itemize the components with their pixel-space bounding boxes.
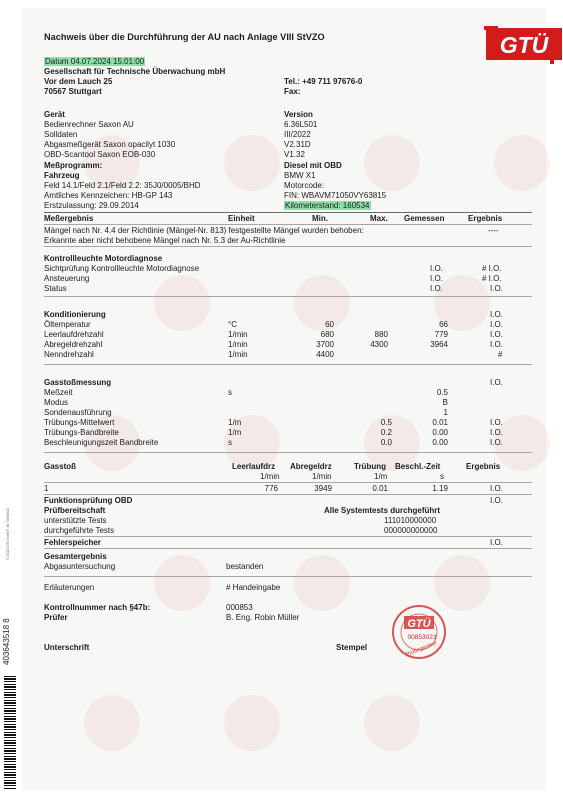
gasstoss-col-header: Beschl.-Zeit [395, 462, 441, 471]
row-einheit: 1/min [228, 340, 248, 349]
row-gemessen: 779 [434, 330, 448, 339]
row-einheit: s [228, 388, 232, 397]
row-gemessen: 0.00 [432, 428, 448, 437]
section-title: Funktionsprüfung OBD [44, 496, 133, 505]
gasstoss-cell: 1 [44, 484, 49, 493]
pruefer-value: B. Eng. Robin Müller [226, 613, 300, 622]
col-header-einheit: Einheit [228, 214, 255, 223]
inspector-stamp [390, 603, 448, 661]
row-gemessen: 1 [443, 408, 448, 417]
col-header-min: Min. [312, 214, 328, 223]
kontrollnummer-value: 000853 [226, 603, 253, 612]
row-label: Trübungs-Bandbreite [44, 428, 119, 437]
device-name: Solldaten [44, 130, 78, 139]
section-title: Kontrollleuchte Motordiagnose [44, 254, 163, 263]
fin: FIN: WBAVM71050VY63815 [284, 191, 387, 200]
row-ergebnis: I.O. [490, 438, 503, 447]
maengel-line: Erkannte aber nicht behobene Mängel nach Nr. 5.3 der Au-Richtlinie [44, 236, 286, 245]
device-name: OBD-Scantool Saxon EOB-030 [44, 150, 156, 159]
section-title: Konditionierung [44, 310, 106, 319]
col-header-messergebnis: Meßergebnis [44, 214, 94, 223]
row-gemessen: 0.01 [432, 418, 448, 427]
row-label: Sichtprüfung Kontrollleuchte Motordiagnose [44, 264, 200, 273]
row-min: 4400 [316, 350, 334, 359]
row-gemessen: 0.00 [432, 438, 448, 447]
divider [44, 224, 532, 225]
gesamtergebnis-title: Gesamtergebnis [44, 552, 107, 561]
row-label: Öltemperatur [44, 320, 91, 329]
company-name: Gesellschaft für Technische Überwachung mbH [44, 67, 226, 76]
margin-doc-number: 403643518 8 [2, 618, 11, 665]
device-version: 6.36L501 [284, 120, 318, 129]
erlaeuterungen-label: Erläuterungen [44, 583, 95, 592]
company-tel: Tel.: +49 711 97676-0 [284, 77, 363, 86]
row-einheit: 1/m [228, 428, 242, 437]
svg-text:GTÜ: GTÜ [499, 32, 549, 58]
row-label: Beschleunigungszeit Bandbreite [44, 438, 159, 447]
divider [44, 576, 532, 577]
abgasuntersuchung-label: Abgasuntersuchung [44, 562, 116, 571]
row-min: 680 [320, 330, 334, 339]
feld-text: Feld 14.1/Feld 2.1/Feld 2.2: 35J0/0005/BHD [44, 181, 201, 190]
row-einheit: °C [228, 320, 237, 329]
kilometerstand: Kilometerstand: 160534 [285, 201, 370, 210]
kontrollnummer-label: Kontrollnummer nach §47b: [44, 603, 151, 612]
row-min: 60 [325, 320, 334, 329]
row-ergebnis: I.O. [490, 330, 503, 339]
gasstoss-col-header: Ergebnis [466, 462, 501, 471]
section-result: I.O. [490, 310, 503, 319]
gasstoss-cell: 0.01 [372, 484, 388, 493]
unterschrift-label: Unterschrift [44, 643, 90, 652]
gesamtergebnis-value: bestanden [226, 562, 264, 571]
row-label: Ansteuerung [44, 274, 90, 283]
row-ergebnis: I.O. [490, 320, 503, 329]
row-label: Trübungs-Mittelwert [44, 418, 115, 427]
section-result: I.O. [490, 496, 503, 505]
margin-small-print: © 2023 GTÜ mbH F.-Nr. 08/08/22 [6, 508, 10, 560]
col-header-ergebnis: Ergebnis [468, 214, 503, 223]
row-max: 880 [374, 330, 388, 339]
col-header-max: Max. [370, 214, 388, 223]
device-version: V2.31D [284, 140, 311, 149]
row-label: Modus [44, 398, 69, 407]
row-gemessen: B [442, 398, 448, 407]
row-label: Abregeldrehzahl [44, 340, 103, 349]
unterstuetzte-label: unterstützte Tests [44, 516, 107, 525]
gasstoss-col-header: Gasstoß [44, 462, 77, 471]
unterstuetzte-value: 111010000000 [384, 516, 437, 525]
gasstoss-cell: I.O. [490, 484, 503, 493]
section-result: I.O. [490, 378, 503, 387]
row-max: 0.0 [380, 438, 392, 447]
gasstoss-col-header: Leerlaufdrz [232, 462, 276, 471]
company-fax: Fax: [284, 87, 301, 96]
divider [44, 452, 532, 453]
erlaeuterungen-value: # Handeingabe [226, 583, 281, 592]
row-einheit: 1/m [228, 418, 242, 427]
row-max: 0.5 [380, 418, 392, 427]
row-gemessen: I.O. [430, 274, 443, 283]
row-gemessen: I.O. [430, 284, 443, 293]
datum-field: Datum 04.07.2024 15:01:00 [45, 57, 145, 66]
gasstoss-cell: 1.19 [432, 484, 448, 493]
pruefbereitschaft-value: Alle Systemtests durchgeführt [324, 506, 441, 515]
divider [44, 364, 532, 365]
gasstoss-unit: s [440, 472, 444, 481]
row-min: 3700 [316, 340, 334, 349]
row-ergebnis: # I.O. [482, 264, 502, 273]
row-einheit: 1/min [228, 350, 248, 359]
row-max: 4300 [370, 340, 388, 349]
svg-text:GTÜ: GTÜ [407, 618, 431, 630]
row-gemessen: 3964 [430, 340, 448, 349]
erstzulassung: Erstzulassung: 29.09.2014 [44, 201, 139, 210]
svg-text:00853023: 00853023 [407, 634, 437, 641]
row-gemessen: 0.5 [436, 388, 448, 397]
gasstoss-col-header: Abregeldrz [290, 462, 332, 471]
row-ergebnis: I.O. [490, 418, 503, 427]
row-label: Meßzeit [44, 388, 73, 397]
messprogramm-value: Diesel mit OBD [284, 161, 342, 170]
section-title: Gasstoßmessung [44, 378, 112, 387]
divider [44, 296, 532, 297]
document-title: Nachweis über die Durchführung der AU nach Anlage VIII StVZO [44, 32, 325, 42]
row-einheit: 1/min [228, 330, 248, 339]
device-name: Bedienrechner Saxon AU [44, 120, 134, 129]
maengel-line: Mängel nach Nr. 4.4 der Richtlinie (Mängel-Nr. 813) festgestellte Mängel wurden behoben: [44, 226, 364, 235]
row-label: Status [44, 284, 67, 293]
version-label: Version [284, 110, 313, 119]
row-ergebnis: I.O. [490, 428, 503, 437]
row-label: Leerlaufdrehzahl [44, 330, 104, 339]
row-ergebnis: # [498, 350, 503, 359]
divider [44, 548, 532, 549]
row-gemessen: I.O. [430, 264, 443, 273]
row-gemessen: 66 [439, 320, 448, 329]
row-max: 0.2 [380, 428, 392, 437]
barcode [4, 676, 16, 790]
row-label: Nenndrehzahl [44, 350, 94, 359]
row-einheit: s [228, 438, 232, 447]
divider [44, 246, 532, 247]
row-label: Sondenausführung [44, 408, 112, 417]
divider [44, 536, 532, 537]
row-ergebnis: I.O. [490, 284, 503, 293]
stempel-label: Stempel [336, 643, 368, 652]
geraet-label: Gerät [44, 110, 65, 119]
pruefer-label: Prüfer [44, 613, 68, 622]
document-page [22, 8, 549, 791]
fehlerspeicher-label: Fehlerspeicher [44, 538, 101, 547]
durchgefuehrte-value: 000000000000 [384, 526, 438, 535]
divider [44, 212, 532, 213]
fahrzeug-label: Fahrzeug [44, 171, 80, 180]
kennzeichen: Amtliches Kennzeichen: HB-GP 143 [44, 191, 173, 200]
svg-text:Prüfingenieur: Prüfingenieur [405, 640, 438, 658]
gasstoss-cell: 3949 [314, 484, 332, 493]
motorcode-label: Motorcode: [284, 181, 325, 190]
gasstoss-unit: 1/min [260, 472, 280, 481]
gtu-logo [480, 26, 562, 66]
gasstoss-unit: 1/m [374, 472, 388, 481]
device-version: V1.32 [284, 150, 305, 159]
col-header-gemessen: Gemessen [404, 214, 445, 223]
company-street: Vor dem Lauch 25 [44, 77, 113, 86]
gasstoss-col-header: Trübung [354, 462, 386, 471]
divider [44, 494, 532, 495]
messprogramm-label: Meßprogramm: [44, 161, 103, 170]
company-city: 70567 Stuttgart [44, 87, 102, 96]
row-ergebnis: # I.O. [482, 274, 502, 283]
device-version: III/2022 [284, 130, 311, 139]
row-ergebnis: I.O. [490, 340, 503, 349]
gasstoss-unit: 1/min [312, 472, 332, 481]
divider [44, 482, 532, 483]
device-name: Abgasmeßgerät Saxon opacilyt 1030 [44, 140, 176, 149]
fehlerspeicher-value: I.O. [490, 538, 503, 547]
vehicle-model: BMW X1 [284, 171, 316, 180]
durchgefuehrte-label: durchgeführte Tests [44, 526, 115, 535]
maengel-result: ---- [488, 226, 499, 235]
gasstoss-cell: 776 [264, 484, 278, 493]
pruefbereitschaft-label: Prüfbereitschaft [44, 506, 106, 515]
